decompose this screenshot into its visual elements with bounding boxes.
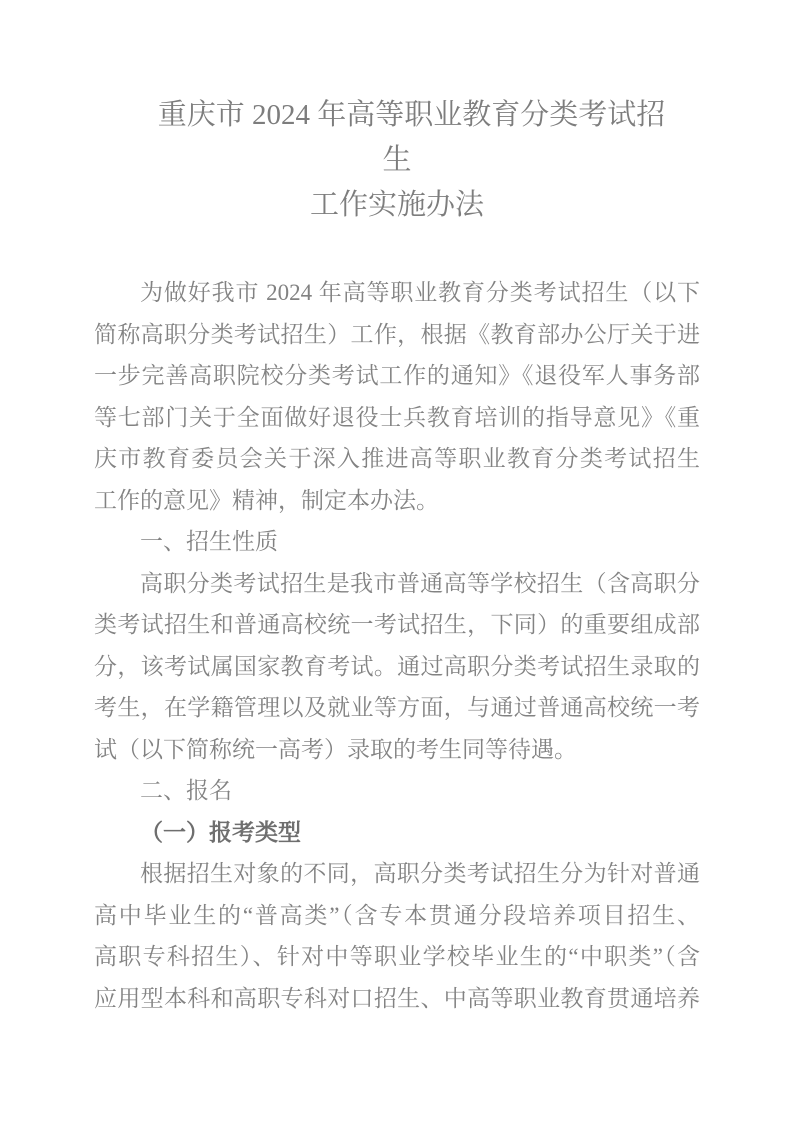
body-line: 分，该考试属国家教育考试。通过高职分类考试招生录取的 [94, 653, 700, 679]
body-line: 高职专科招生）、针对中等职业学校毕业生的“中职类”（含 [94, 944, 700, 969]
body-line: 根据招生对象的不同，高职分类考试招生分为针对普通 [140, 861, 700, 886]
body-line: 高中毕业生的“普高类”（含专本贯通分段培养项目招生、 [94, 902, 700, 928]
body-line: 应用型本科和高职专科对口招生、中高等职业教育贯通培养 [94, 985, 700, 1011]
document-title [94, 93, 700, 228]
section-heading-2: 二、报名 [140, 778, 232, 803]
body-line: 一步完善高职院校分类考试工作的通知》《退役军人事务部 [94, 363, 700, 388]
document-content [94, 93, 700, 1019]
body-line: 等七部门关于全面做好退役士兵教育培训的指导意见》《重 [94, 404, 700, 430]
body-line: 试（以下简称统一高考）录取的考生同等待遇。 [94, 736, 577, 762]
section-heading-1: 一、招生性质 [140, 529, 278, 554]
body-line: 简称高职分类考试招生）工作，根据《教育部办公厅关于进 [94, 321, 700, 347]
document-title-line: 工作实施办法 [309, 189, 484, 221]
body-line: 考生，在学籍管理以及就业等方面，与通过普通高校统一考 [94, 695, 700, 720]
document-body [94, 272, 700, 1019]
body-line: 为做好我市 2024 年高等职业教育分类考试招生（以下 [140, 280, 700, 305]
body-line: 高职分类考试招生是我市普通高等学校招生（含高职分 [140, 570, 700, 596]
subsection-heading: （一）报考类型 [140, 819, 301, 845]
document-title-line: 重庆市 2024 年高等职业教育分类考试招 [157, 99, 666, 131]
body-line: 类考试招生和普通高校统一考试招生，下同）的重要组成部 [94, 612, 700, 637]
body-line: 工作的意见》精神，制定本办法。 [94, 487, 439, 513]
body-line: 庆市教育委员会关于深入推进高等职业教育分类考试招生 [94, 446, 700, 471]
document-title-line: 生 [382, 144, 412, 176]
